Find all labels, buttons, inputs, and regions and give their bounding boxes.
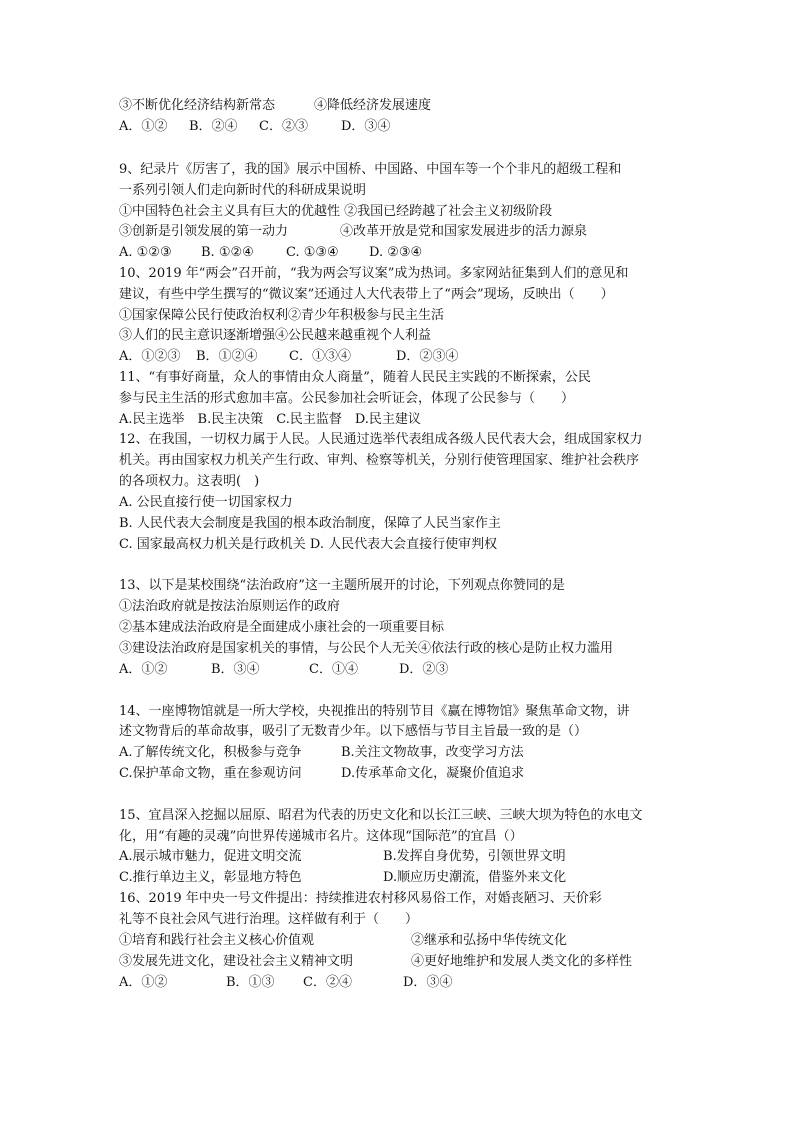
q10-option-b: B．①②④: [196, 349, 258, 364]
q13-option-b: B．③④: [211, 662, 260, 677]
q16-stem-line-1: 16、2019 年中央一号文件提出：持续推进农村移风易俗工作，对婚丧陋习、天价彩: [119, 891, 602, 906]
q13-item-3: ③建设法治政府是国家机关的事情，与公民个人无关④依法行政的核心是防止权力滥用: [119, 641, 614, 656]
q10-item-line-2: ③人们的民主意识逐渐增强④公民越来越重视个人利益: [119, 328, 432, 343]
q14-option-c: C.保护革命文物，重在参观访问: [119, 766, 302, 781]
q8-option-a: A．①②: [119, 119, 168, 134]
q10-option-d: D．②③④: [396, 349, 459, 364]
q13-item-2: ②基本建成法治政府是全面建成小康社会的一项重要目标: [119, 620, 445, 635]
q9-stem-line-2: 一系列引领人们走向新时代的科研成果说明: [119, 183, 367, 198]
q16-item-4: ④更好地维护和发展人类文化的多样性: [411, 954, 633, 969]
q11-stem-line-2: 参与民主生活的形式愈加丰富。公民参加社会听证会，体现了公民参与（ ）: [119, 391, 575, 406]
q9-item-line-2: ③创新是引领发展的第一动力 ④改革开放是党和国家发展进步的活力源泉: [119, 224, 588, 239]
q13-option-a: A．①②: [119, 662, 168, 677]
q10-stem-line-1: 10、2019 年“两会”召开前，“我为两会写议案”成为热词。多家网站征集到人们的意见和: [119, 266, 629, 281]
q16-option-b: B．①③: [226, 975, 275, 990]
q9-stem-line-1: 9、纪录片《厉害了，我的国》展示中国桥、中国路、中国车等一个个非凡的超级工程和: [119, 162, 622, 177]
q14-option-d: D.传承革命文化，凝聚价值追求: [341, 766, 525, 781]
q12-stem-line-2: 机关。再由国家权力机关产生行政、审判、检察等机关，分别行使管理国家、维护社会秩序: [119, 453, 640, 468]
q15-stem-line-2: 化，用“有趣的灵魂”向世界传递城市名片。这体现“国际范”的宜昌（）: [119, 829, 523, 844]
q9-option-b: B. ①②④: [201, 245, 254, 260]
q11-stem-line-1: 11、“有事好商量，众人的事情由众人商量”，随着人民民主实践的不断探索，公民: [119, 370, 591, 385]
q15-option-c: C.推行单边主义，彰显地方特色: [119, 870, 302, 885]
q14-stem-line-1: 14、一座博物馆就是一所大学校，央视推出的特别节目《赢在博物馆》聚焦革命文物，讲: [119, 704, 630, 719]
q8-option-c: C．②③: [259, 119, 308, 134]
q15-option-d: D.顺应历史潮流，借鉴外来文化: [383, 870, 567, 885]
q14-option-a: A.了解传统文化，积极参与竞争: [119, 745, 302, 760]
q16-item-1: ①培育和践行社会主义核心价值观: [119, 933, 315, 948]
q11-options: A.民主选举 B.民主决策 C.民主监督 D.民主建议: [119, 412, 421, 427]
q12-option-b: B. 人民代表大会制度是我国的根本政治制度，保障了人民当家作主: [119, 516, 501, 531]
q15-stem-line-1: 15、宜昌深入挖掘以屈原、昭君为代表的历史文化和以长江三峡、三峡大坝为特色的水电文: [119, 808, 643, 823]
q14-stem-line-2: 述文物背后的革命故事，吸引了无数青少年。以下感悟与节目主旨最一致的是（）: [119, 724, 588, 739]
q12-stem-line-1: 12、在我国，一切权力属于人民。人民通过选举代表组成各级人民代表大会，组成国家权力: [119, 432, 643, 447]
q16-stem-line-2: 礼等不良社会风气进行治理。这样做有利于（ ）: [119, 912, 419, 927]
q10-item-line-1: ①国家保障公民行使政治权利②青少年积极参与民主生活: [119, 308, 445, 323]
q8-option-d: D．③④: [341, 119, 391, 134]
q16-item-2: ②继承和弘扬中华传统文化: [411, 933, 568, 948]
q8-option-b: B．②④: [189, 119, 238, 134]
q15-option-b: B.发挥自身优势，引领世界文明: [383, 849, 566, 864]
q8-item-line: ③不断优化经济结构新常态 ④降低经济发展速度: [119, 98, 432, 113]
q13-option-c: C．①④: [309, 662, 358, 677]
q15-option-a: A.展示城市魅力，促进文明交流: [119, 849, 302, 864]
q16-item-3: ③发展先进文化，建设社会主义精神文明: [119, 954, 354, 969]
q13-item-1: ①法治政府就是按法治原则运作的政府: [119, 599, 341, 614]
q10-option-c: C．①③④: [289, 349, 351, 364]
q16-option-a: A．①②: [119, 975, 168, 990]
q10-stem-line-2: 建议，有些中学生撰写的“微议案”还通过人大代表带上了“两会”现场，反映出（ ）: [119, 287, 614, 302]
q13-stem: 13、以下是某校围绕“法治政府”这一主题所展开的讨论，下列观点你赞同的是: [119, 578, 565, 593]
q9-option-d: D. ②③④: [369, 245, 423, 260]
q13-option-d: D．②③: [399, 662, 449, 677]
q12-option-a: A. 公民直接行使一切国家权力: [119, 495, 293, 510]
q12-stem-line-3: 的各项权力。这表明( ): [119, 474, 260, 489]
q14-option-b: B.关注文物故事，改变学习方法: [341, 745, 524, 760]
q12-option-c-d: C. 国家最高权力机关是行政机关 D. 人民代表大会直接行使审判权: [119, 537, 498, 552]
q9-option-c: C. ①③④: [286, 245, 339, 260]
q9-option-a: A. ①②③: [119, 245, 172, 260]
q10-option-a: A．①②③: [119, 349, 181, 364]
q16-option-c: C．②④: [303, 975, 352, 990]
q9-item-line-1: ①中国特色社会主义具有巨大的优越性 ②我国已经跨越了社会主义初级阶段: [119, 204, 553, 219]
q16-option-d: D．③④: [403, 975, 453, 990]
